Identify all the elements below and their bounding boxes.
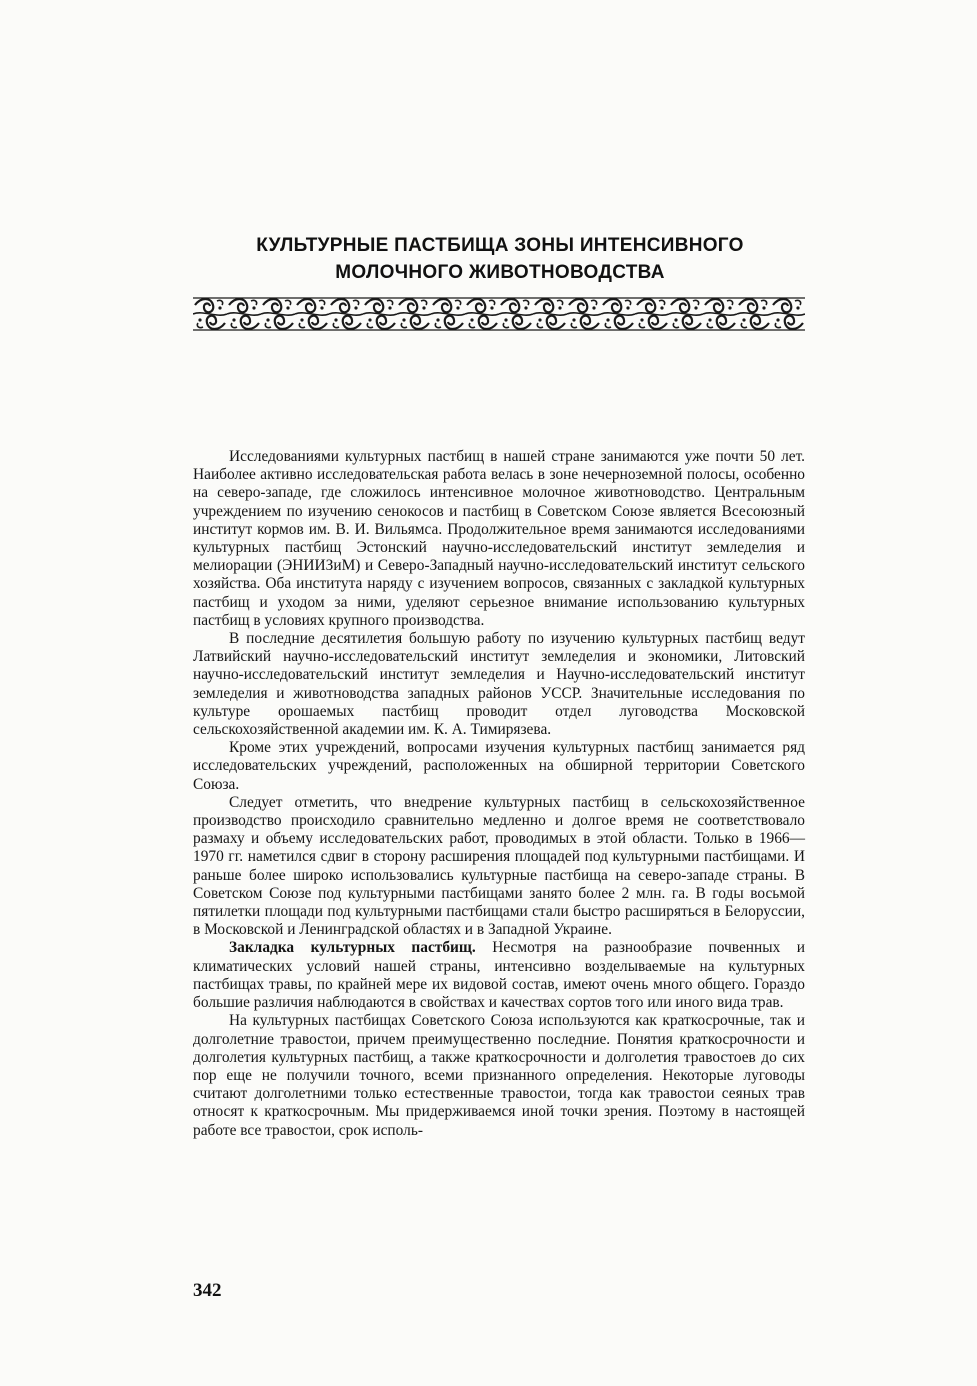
decorative-scroll-border-icon — [193, 297, 805, 331]
paragraph-text: Кроме этих учреждений, вопросами изучения культурных пастбищ занимается ряд исследовательских учреждений, расположенных на обширной территории Советского Союза. — [193, 739, 805, 793]
page-title — [200, 232, 800, 286]
paragraph-text: Несмотря на разнообразие почвенных и климатических условий нашей страны, интенсивно возделываемые на культурных пастбищах травы, по крайней мере их видовой состав, имеют очень много общего. Гораздо большие различия наблюдаются в свойствах и качествах сортов того или иного вида трав. — [193, 939, 805, 1012]
section-lead-heading: Закладка культурных пастбищ. — [229, 939, 476, 957]
article-body — [193, 448, 805, 1140]
paragraph — [193, 939, 805, 1012]
title-line-2: МОЛОЧНОГО ЖИВОТНОВОДСТВА — [335, 262, 665, 283]
paragraph-text: Исследованиями культурных пастбищ в нашей стране занимаются уже почти 50 лет. Наиболее активно исследовательская работа велась в зоне нечерноземной полосы, особенно на северо-западе, где сложилось интенсивное молочное животноводство. Центральным учреждением по изучению сенокосов и пастбищ в Советском Союзе является Всесоюзный институт кормов им. В. И. Вильямса. Продолжительное время занимаются исследованиями культурных пастбищ Эстонский научно-исследовательский институт земледелия и мелиорации (ЭНИИЗиМ) и Северо-Западный научно-исследовательский институт сельского хозяйства. Оба института наряду с изучением вопросов, связанных с закладкой культурных пастбищ и уходом за ними, уделяют серьезное внимание использованию культурных пастбищ в условиях крупного производства. — [193, 448, 805, 629]
page-number: 342 — [193, 1280, 222, 1301]
title-line-1: КУЛЬТУРНЫЕ ПАСТБИЩА ЗОНЫ ИНТЕНСИВНОГО — [256, 235, 744, 256]
paragraph — [193, 1012, 805, 1139]
paragraph-text: На культурных пастбищах Советского Союза используются как краткосрочные, так и долголетние травостои, причем преимущественно последние. Понятия краткосрочности и долголетия культурных пастбищ, а также краткосрочности и долголетия травостоев до сих пор еще не получили точного, всеми признанного определения. Некоторые луговоды считают долголетними только естественные травостои, тогда как травостои сеяных трав относят к краткосрочным. Мы придерживаемся иной точки зрения. Поэтому в настоящей работе все травостои, срок исполь- — [193, 1012, 805, 1139]
paragraph — [193, 739, 805, 794]
paragraph-text: В последние десятилетия большую работу по изучению культурных пастбищ ведут Латвийский научно-исследовательский институт земледелия и экономики, Литовский научно-исследовательский институт земледелия и Научно-исследовательский институт земледелия и животноводства западных районов УССР. Значительные исследования по культуре орошаемых пастбищ проводит отдел луговодства Московской сельскохозяйственной академии им. К. А. Тимирязева. — [193, 630, 805, 739]
paragraph — [193, 630, 805, 739]
paragraph — [193, 448, 805, 630]
paragraph — [193, 794, 805, 940]
paragraph-text: Следует отметить, что внедрение культурных пастбищ в сельскохозяйственное производство происходило сравнительно медленно и долгое время не соответствовало размаху и объему исследовательских работ, проводимых в этой области. Только в 1966—1970 гг. наметился сдвиг в сторону расширения площадей под культурными пастбищами. И раньше более широко использовались культурные пастбища на северо-западе страны. В Советском Союзе под культурными пастбищами занято более 2 млн. га. В годы восьмой пятилетки площади под культурными пастбищами стали быстро расширяться в Белоруссии, в Московской и Ленинградской областях и в Западной Украине. — [193, 793, 805, 939]
